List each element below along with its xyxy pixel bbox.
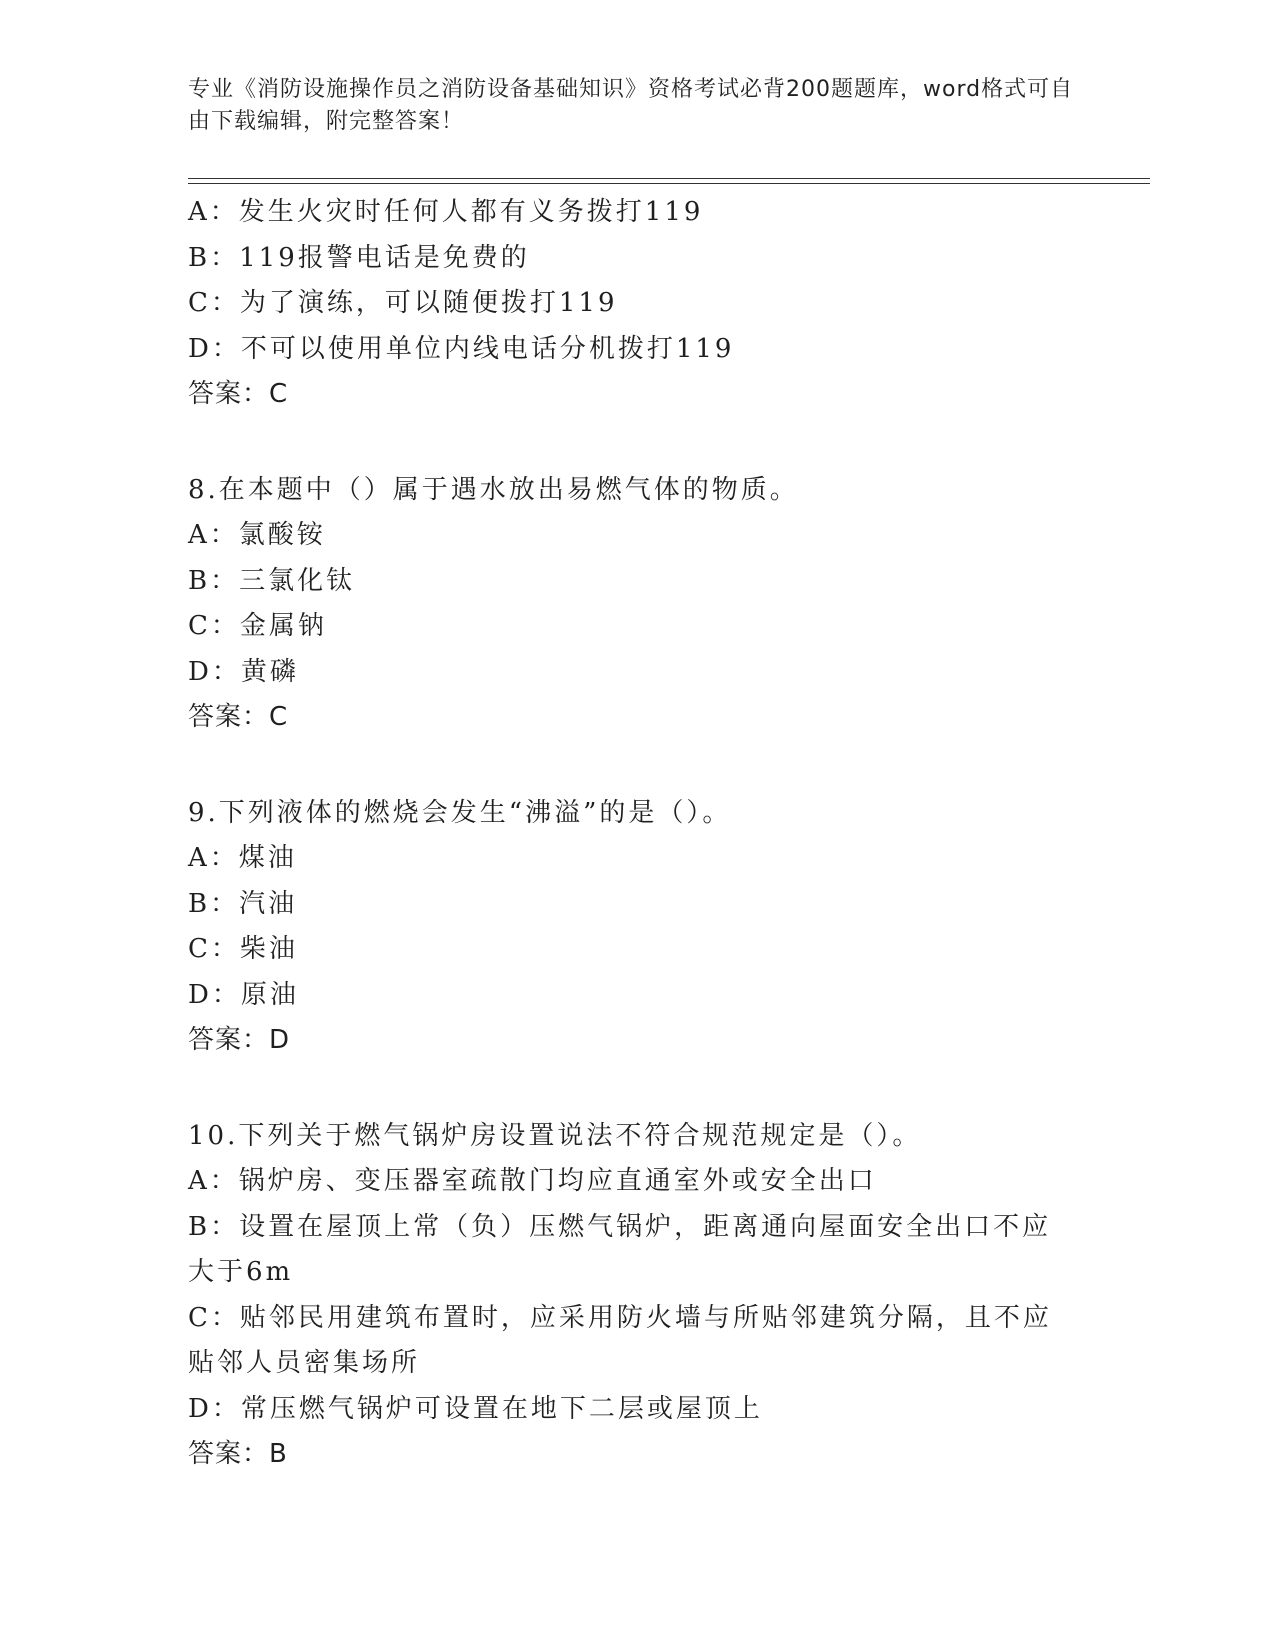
question-list: [188, 190, 1088, 1478]
header-divider-top: [188, 178, 1150, 179]
option-b: B：119报警电话是免费的: [188, 242, 530, 273]
answer-line: 答案：C: [188, 702, 289, 732]
option-a: A：锅炉房、变压器室疏散门均应直通室外或安全出口: [188, 1166, 877, 1196]
question-block-10: [188, 1114, 1088, 1478]
question-stem: 8.在本题中（）属于遇水放出易燃气体的物质。: [188, 474, 799, 505]
answer-line: 答案：B: [188, 1439, 288, 1469]
option-d: D：黄磷: [188, 656, 299, 687]
spacer: [188, 1064, 1088, 1114]
option-d: D：不可以使用单位内线电话分机拨打119: [188, 333, 735, 364]
answer-line: 答案：C: [188, 379, 289, 409]
option-a: A：氯酸铵: [188, 520, 326, 550]
answer-line: 答案：D: [188, 1025, 291, 1055]
question-stem: 10.下列关于燃气锅炉房设置说法不符合规范规定是（）。: [188, 1120, 922, 1151]
question-block-9: [188, 791, 1088, 1064]
option-c: C：柴油: [188, 934, 298, 964]
option-c: C：贴邻民用建筑布置时，应采用防火墙与所贴邻建筑分隔，且不应贴邻人员密集场所: [188, 1302, 1052, 1378]
option-c: C：金属钠: [188, 611, 327, 641]
option-d: D：原油: [188, 979, 299, 1010]
option-a: A：煤油: [188, 843, 297, 873]
question-stem: 9.下列液体的燃烧会发生“沸溢”的是（）。: [188, 797, 732, 828]
spacer: [188, 741, 1088, 791]
header-text: 专业《消防设施操作员之消防设备基础知识》资格考试必背200题题库，word格式可自由下载编辑，附完整答案！: [188, 77, 1074, 134]
spacer: [188, 418, 1088, 468]
header-divider-bottom: [188, 183, 1150, 184]
option-a: A：发生火灾时任何人都有义务拨打119: [188, 197, 704, 227]
option-b: B：设置在屋顶上常（负）压燃气锅炉，距离通向屋面安全出口不应大于6m: [188, 1211, 1052, 1287]
question-block-8: [188, 468, 1088, 741]
option-d: D：常压燃气锅炉可设置在地下二层或屋顶上: [188, 1393, 763, 1424]
option-b: B：汽油: [188, 888, 298, 919]
option-c: C：为了演练，可以随便拨打119: [188, 288, 618, 318]
question-block-prev: [188, 190, 1088, 418]
option-b: B：三氯化钛: [188, 565, 356, 596]
document-header: [188, 74, 1088, 138]
